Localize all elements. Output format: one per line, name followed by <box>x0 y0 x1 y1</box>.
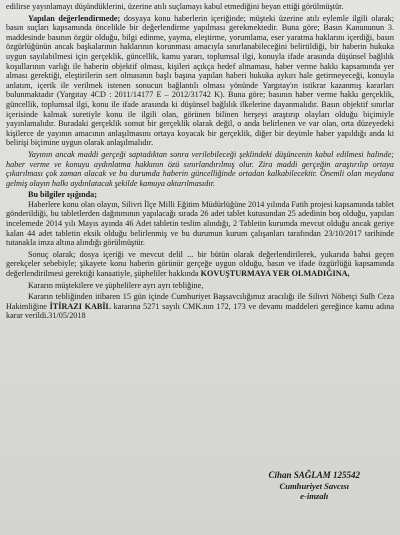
paragraph-evidence: Haberlere konu olan olayın, Silivri İlçe Milli Eğitim Müdürlüğüne 2014 yılında Fatih projesi kapsamında tablet gönderildiği, bu tabletlerden dağıtımının yapılacağı sırada 26 adet tablet kutusundan 25 adedinin boş olduğu, yapılan incelemede 2014 yılı Mayıs ayında 46 Adet tabletin teslim alındığı, 2 Tabletin kurumda mevcut olduğu ancak geriye kalan 44 adet tabletin eksik olduğu belirlenmiş ve bu durumun kurum çalışanları tarafından 23/10/2017 tarihinde tutanakla imza altına alındığı görülmüştür. <box>6 199 394 248</box>
prosecutor-name: Cihan SAĞLAM 125542 <box>268 470 360 480</box>
evidence-title: Bu bilgiler ışığında; <box>28 190 98 200</box>
signature-block <box>268 470 360 502</box>
appeal-text: Kararın tebliğinden itibaren 15 gün içinde Cumhuriyet Başsavcılığımız aracılığı ile Silivri Nöbetçi Sulh Ceza Hakimliğine <box>6 292 394 311</box>
paragraph-material-truth: Yayının ancak maddi gerçeği saptadıktan sonra verilebileceği şeklindeki düşüncenin kabul edilmesi halinde; haber verme ve konuyu aydınlatma hakkının özü sınırlandırılmış olur. Zira maddi gerçeğin araştırılıp ortaya çıkarılması çok zaman alacak ve bu durumda haberin güncelliğinde ortadan kalkabilecektir. Önemli olan meydana gelmiş olayın halkı aydınlatacak şekilde kamuya aktarılmasıdır. <box>6 149 394 188</box>
prosecutor-title: Cumhuriyet Savcısı <box>279 480 349 491</box>
evaluation-text: dosyaya konu haberlerin içeriğinde; müşteki üzerine atılı eylemle ilgili olarak; basın suçları kapsamında öncelikle bir değerlendirme yapılması gerekmektedir. Buna göre; Basın Kanununun 3. maddesinde basının özgür olduğu, bilgi edinme, yayma, eleştirme, yorumlama, eser yaratma haklarını içerdiği, basın özgürlüğünün ancak başkalarının haklarının korunması amacıyla sınırlanabileceğini belirtildiği, bir haberin hukuka uygun sayılabilmesi için gerçeklik, güncellik, kamu yararı, toplumsal ilgi, konuyla ifade arasında düşünsel bağlılık koşullarının varlığı ile haberin objektif olması, kişileri açıkça hedef almaması, haber verme hakkı kapsamında yer alması gerektiği, eleştirilerin sert olmasının başlı başına yapılan haberi hukuka aykırı hale getirmeyeceği, konuyla anlatım, içerik ile verilmek istenen sonucun bağlantılı olması yönünde Yargıtay'ın istikrar kazanmış kararları bulunmaktadır (Yargıtay 4CD : 2011/14177 E – 2012/31742 K). Buna göre; basının haber verme hakkı gerçeklik, güncellik, toplumsal ilgi, konu ile ifade arasında ki düşünsel bağlılık ilkelerine dayanmalıdır. Basın objektif sınırlar içerisinde kalmak suretiyle konu ile ilgili olan, görünen bilinen herşeyi araştırıp olayları olduğu biçimiyle yayınlamalıdır. Buradaki gerçeklik somut bir gerçeklik olarak değil, o anda belirlenen ve var olan, orta düzeyedeki kişilerce de yayının amacının anlaşılmasını ortaya koyacak bir gerçeklik, diğer bir deyimle haber yapıldığı anda ki belirişi biçimine uygun olarak anlaşılmalıdır. <box>6 13 395 148</box>
decision-phrase: KOVUŞTURMAYA YER OLMADIĞINA, <box>200 269 350 279</box>
paragraph-evaluation <box>6 14 394 148</box>
e-signature-label: e-imzalı <box>300 491 329 502</box>
paragraph-intro: edilirse yayınlamayı düşündüklerini, üzerine atılı suçlamayı kabul etmediğini beyan ettiği görülmüştür. <box>6 2 344 11</box>
document-body <box>6 2 394 321</box>
appeal-text-end: kararına 5271 sayılı CMK.nın 172, 173 ve devamı maddeleri gereğince kamu adına karar verildi.31/05/2018 <box>6 301 394 321</box>
objection-phrase: İTİRAZI KABİL <box>49 301 111 311</box>
section-title: Yapılan değerlendirmede; <box>28 13 121 23</box>
paragraph-notification: Kararın müştekilere ve şüphelilere ayrı ayrı tebliğine, <box>28 280 204 290</box>
paragraph-appeal <box>6 292 394 321</box>
paragraph-conclusion <box>6 250 394 279</box>
conclusion-text: Sonuç olarak; dosya içeriği ve mevcut delil ... bir bütün olarak değerlendirilerek, yukarıda bahsi geçen gerekçeler sebebiyle; şikayete konu haberin görünür gerçeğe uygun olduğu, basın ve ifade özgürlüğü kapsamında değerlendirilmesi gerektiği kanaatiyle, şüpheliler hakkında <box>6 249 394 279</box>
